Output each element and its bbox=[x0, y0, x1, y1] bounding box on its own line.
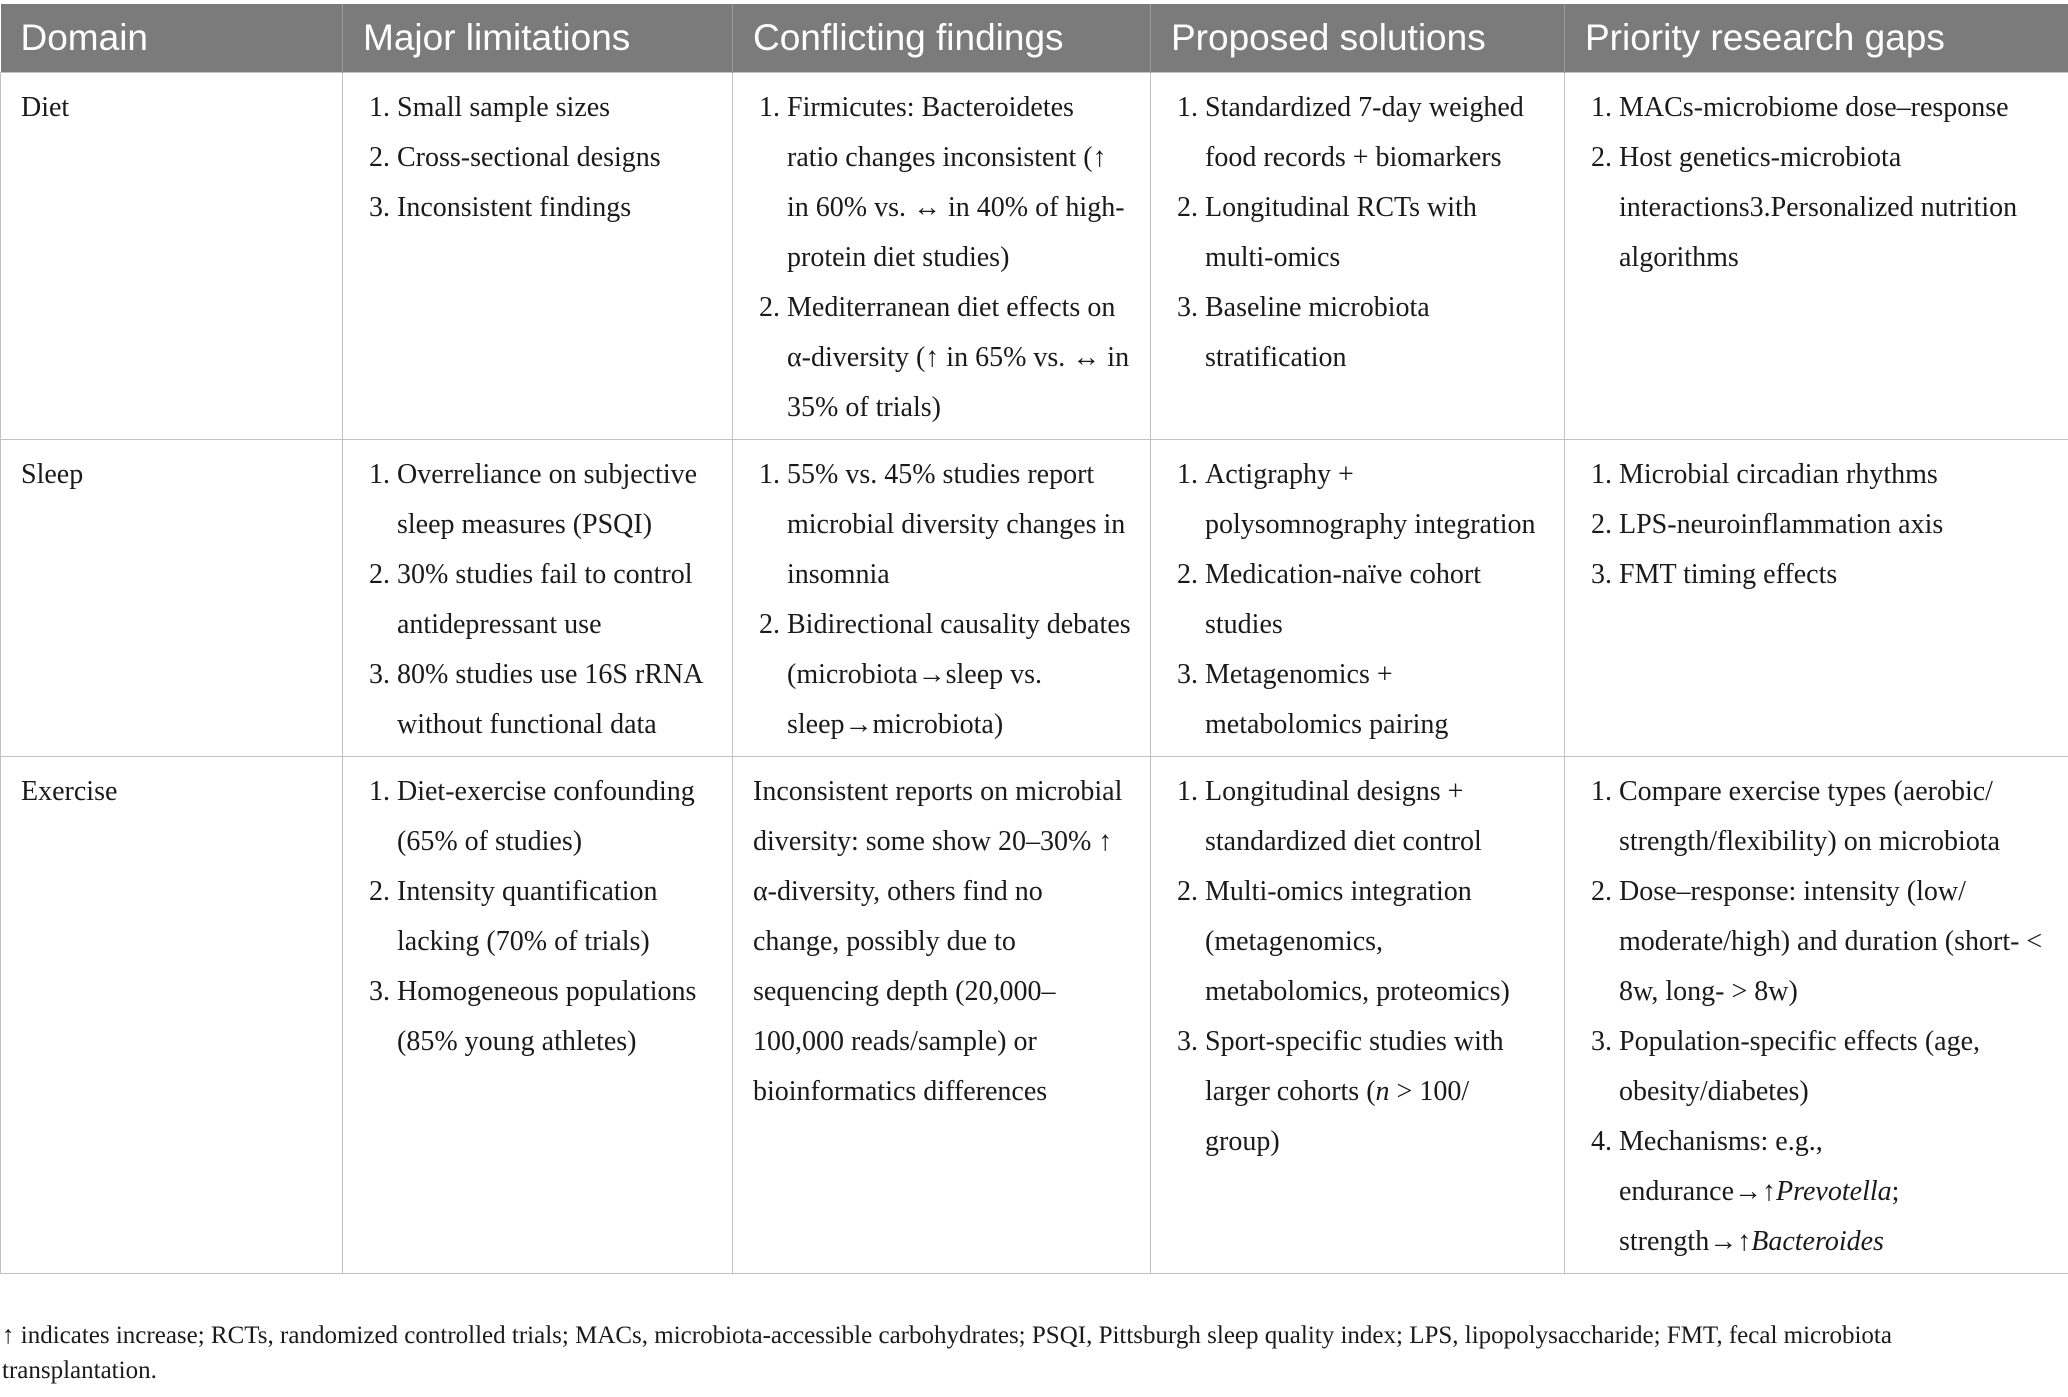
research-table bbox=[0, 4, 2068, 1274]
gaps-cell bbox=[1565, 440, 2068, 757]
gaps-cell bbox=[1565, 73, 2068, 440]
list-item: 1. Overreliance on subjective sleep measures (PSQI) bbox=[397, 450, 714, 550]
header-row bbox=[1, 4, 2068, 73]
list-item: 1. Actigraphy + polysomnography integration bbox=[1205, 450, 1546, 550]
list-item: 3. FMT timing effects bbox=[1619, 550, 2050, 600]
domain-cell: Diet bbox=[1, 73, 343, 440]
conflicts-text: Inconsistent reports on microbial diversity: some show 20–30% ↑ α-diversity, others find no change, possibly due to sequencing depth (20,000–100,000 reads/sample) or bioinformatics differences bbox=[753, 776, 1123, 1107]
header-major-limitations: Major limitations bbox=[343, 4, 733, 73]
list-item: 1. Standardized 7-day weighed food records + biomarkers bbox=[1205, 83, 1546, 183]
header-priority-research-gaps: Priority research gaps bbox=[1565, 4, 2068, 73]
header-proposed-solutions: Proposed solutions bbox=[1151, 4, 1565, 73]
solution3-before: Sport-specific studies with larger cohorts ( bbox=[1205, 1026, 1504, 1107]
list-item: 2. Bidirectional causality debates (microbiota→sleep vs. sleep→microbiota) bbox=[787, 600, 1132, 750]
limitations-cell bbox=[343, 440, 733, 757]
gap4-prefix: Mechanisms: e.g., endurance→↑ bbox=[1619, 1126, 1823, 1207]
gap4-middle: ; strength→↑ bbox=[1619, 1176, 1900, 1257]
list-item: 1. Longitudinal designs + standardized diet control bbox=[1205, 767, 1546, 867]
list-item: 3. Homogeneous populations (85% young athletes) bbox=[397, 967, 714, 1067]
list-item: 1. Microbial circadian rhythms bbox=[1619, 450, 2050, 500]
list-item: 2. 30% studies fail to control antidepressant use bbox=[397, 550, 714, 650]
list-item: 3. Baseline microbiota stratification bbox=[1205, 283, 1546, 383]
list-item: 2. Medication-naïve cohort studies bbox=[1205, 550, 1546, 650]
solutions-cell bbox=[1151, 73, 1565, 440]
list-item bbox=[1619, 1117, 2050, 1267]
solution3-after: > 100/ group) bbox=[1205, 1076, 1470, 1157]
gap4-genus1: Prevotella bbox=[1776, 1176, 1892, 1207]
list-item: 1. Firmicutes: Bacteroidetes ratio changes inconsistent (↑ in 60% vs. ↔ in 40% of high-protein diet studies) bbox=[787, 83, 1132, 283]
list-item: 2. Cross-sectional designs bbox=[397, 133, 714, 183]
list-item: 1. MACs-microbiome dose–response bbox=[1619, 83, 2050, 133]
gaps-cell bbox=[1565, 757, 2068, 1274]
list-item: 1. Small sample sizes bbox=[397, 83, 714, 133]
list-item: 3. Metagenomics + metabolomics pairing bbox=[1205, 650, 1546, 750]
solutions-cell bbox=[1151, 757, 1565, 1274]
table-footnote: ↑ indicates increase; RCTs, randomized controlled trials; MACs, microbiota-accessible carbohydrates; PSQI, Pittsburgh sleep quality index; LPS, lipopolysaccharide; FMT, fecal microbiota transplantation. bbox=[2, 1322, 1892, 1384]
list-item: 2. Mediterranean diet effects on α-diversity (↑ in 65% vs. ↔ in 35% of trials) bbox=[787, 283, 1132, 433]
list-item: 2. Dose–response: intensity (low/ moderate/high) and duration (short- < 8w, long- > 8w) bbox=[1619, 867, 2050, 1017]
conflicts-cell bbox=[733, 73, 1151, 440]
list-item: 3. 80% studies use 16S rRNA without functional data bbox=[397, 650, 714, 750]
domain-cell: Sleep bbox=[1, 440, 343, 757]
conflicts-cell bbox=[733, 757, 1151, 1274]
list-item: 1. 55% vs. 45% studies report microbial diversity changes in insomnia bbox=[787, 450, 1132, 600]
list-item: 3. Population-specific effects (age, obesity/diabetes) bbox=[1619, 1017, 2050, 1117]
list-item: 1. Compare exercise types (aerobic/ strength/flexibility) on microbiota bbox=[1619, 767, 2050, 867]
domain-cell: Exercise bbox=[1, 757, 343, 1274]
header-domain: Domain bbox=[1, 4, 343, 73]
header-conflicting-findings: Conflicting findings bbox=[733, 4, 1151, 73]
list-item: 3. Inconsistent findings bbox=[397, 183, 714, 233]
gap4-genus2: Bacteroides bbox=[1751, 1226, 1884, 1257]
list-item: 2. Intensity quantification lacking (70% of trials) bbox=[397, 867, 714, 967]
table-row-sleep bbox=[1, 440, 2068, 757]
list-item: 2. Longitudinal RCTs with multi-omics bbox=[1205, 183, 1546, 283]
solution3-italic: n bbox=[1375, 1076, 1390, 1107]
list-item: 2. LPS-neuroinflammation axis bbox=[1619, 500, 2050, 550]
conflicts-cell bbox=[733, 440, 1151, 757]
table-row-diet bbox=[1, 73, 2068, 440]
list-item: 2. Host genetics-microbiota interactions3.Personalized nutrition algorithms bbox=[1619, 133, 2050, 283]
list-item bbox=[1205, 1017, 1546, 1167]
list-item: 2. Multi-omics integration (metagenomics, metabolomics, proteomics) bbox=[1205, 867, 1546, 1017]
list-item: 1. Diet-exercise confounding (65% of studies) bbox=[397, 767, 714, 867]
solutions-cell bbox=[1151, 440, 1565, 757]
table-row-exercise bbox=[1, 757, 2068, 1274]
limitations-cell bbox=[343, 757, 733, 1274]
limitations-cell bbox=[343, 73, 733, 440]
